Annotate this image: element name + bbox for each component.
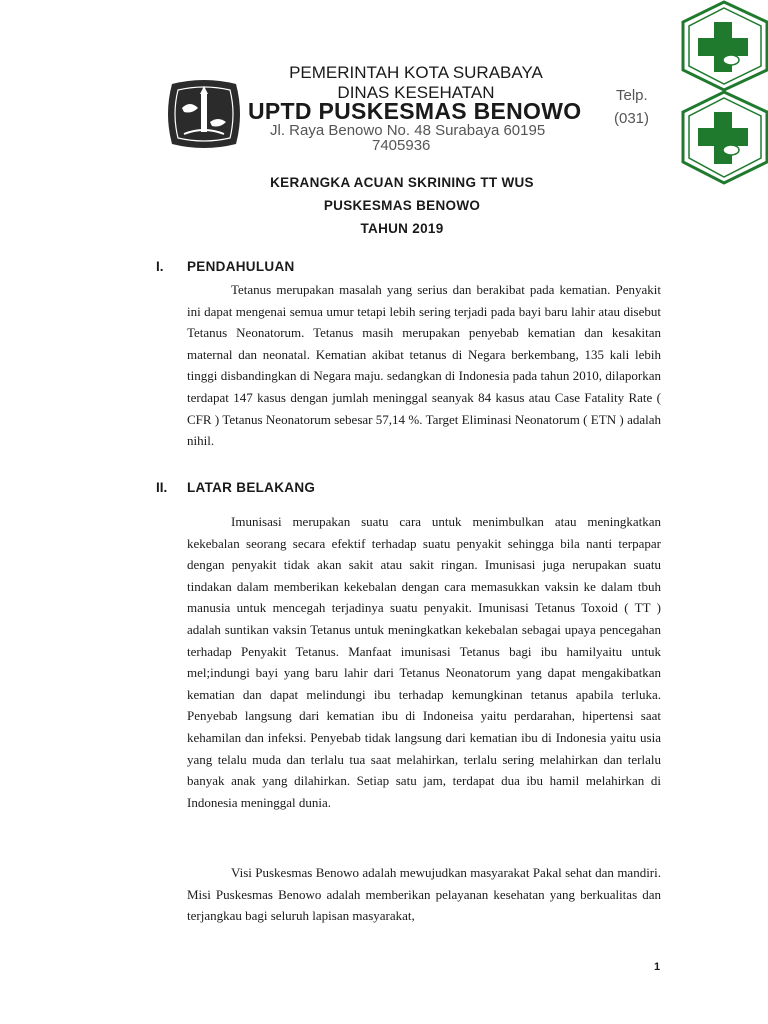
government-name: PEMERINTAH KOTA SURABAYA (289, 63, 543, 82)
document-subtitle: PUSKESMAS BENOWO (323, 198, 481, 213)
document-title: KERANGKA ACUAN SKRINING TT WUS (270, 175, 534, 190)
phone-number: 7405936 (372, 137, 431, 154)
paragraph-latar-belakang-1: Imunisasi merupakan suatu cara untuk menimbulkan atau meningkatkan kekebalan seorang secara efektif terhadap suatu penyakit sehingga bila nanti terpapar dengan penyakit tidak akan sakit atau sakit ringan. Imunisasi juga nerupakan suatu tindakan dalam memberikan kekebalan dengan cara memasukkan vaksin ke dalam tbuh manusia untuk mencegah terjadinya suatu penyakit. Imunisasi Tetanus Toxoid ( TT ) adalah suntikan vaksin Tetanus untuk meningkatkan kekebalan sebagai upaya pencegahan terhadap Penyakit Tetanus. Manfaat imunisasi Tetanus bagi ibu hamilyaitu untuk mel;indungi bayi yang baru lahir dari Tetanus Neonatorum yang dapat mengakibatkan kematian dan dapat melindungi ibu terhadap kemungkinan tetanus apabila terluka. Penyebab langsung dari kematian ibu di Indoneisa yaitu perdarahan, hipertensi saat kehamilan dan infeksi. Penyebab tidak langsung dari kematian ibu di Indonesia yaitu usia yang telalu muda dan terlalu tua saat melahirkan, terlalu sering melahirkan dan terlalu banyak anak yang dilahirkan. Setiap satu jam, terdapat dua ibu hamil melahirkan di Indonesia meninggal dunia. (187, 514, 661, 810)
paragraph-pendahuluan: Tetanus merupakan masalah yang serius dan berakibat pada kematian. Penyakit ini dapat mengenai semua umur tetapi lebih sering terjadi pada bayi baru lahir atau disebut Tetanus Neonatorum. Tetanus masih merupakan penyebab kematian dan kesakitan maternal dan neonatal. Kematian akibat tetanus di Negara berkembang, 135 kali lebih tinggi disbandingkan di Negara maju. sedangkan di Indonesia pada tahun 2010, dilaporkan terdapat 147 kasus dengan jumlah meninggal seanyak 84 kasus atau Case Fatality Rate ( CFR ) Tetanus Neonatorum sebesar 57,14 %. Target Eliminasi Neonatorum ( ETN ) adalah nihil. (187, 282, 661, 449)
document-year: TAHUN 2019 (360, 221, 444, 236)
section-title-latar-belakang: LATAR BELAKANG (187, 480, 316, 495)
telp-area-code: (031) (614, 110, 650, 127)
surabaya-city-logo (164, 78, 244, 150)
puskesmas-name: UPTD PUSKESMAS BENOWO (248, 98, 582, 124)
page-number: 1 (654, 961, 661, 973)
section-number: II. (156, 480, 168, 495)
puskesmas-logos (681, 0, 768, 185)
puskesmas-logo-icon (683, 2, 767, 90)
department-name: DINAS KESEHATAN (337, 83, 495, 102)
address: Jl. Raya Benowo No. 48 Surabaya 60195 (270, 122, 546, 139)
section-number: I. (156, 259, 164, 274)
telp-label: Telp. (616, 87, 648, 104)
section-title-pendahuluan: PENDAHULUAN (187, 259, 295, 274)
paragraph-latar-belakang-2: Visi Puskesmas Benowo adalah mewujudkan masyarakat Pakal sehat dan mandiri. Misi Puskesmas Benowo adalah memberikan pelayanan kesehatan yang berkualitas dan terjangkau bagi seluruh lapisan masyarakat, (187, 865, 661, 924)
puskesmas-logo-icon (683, 92, 767, 183)
